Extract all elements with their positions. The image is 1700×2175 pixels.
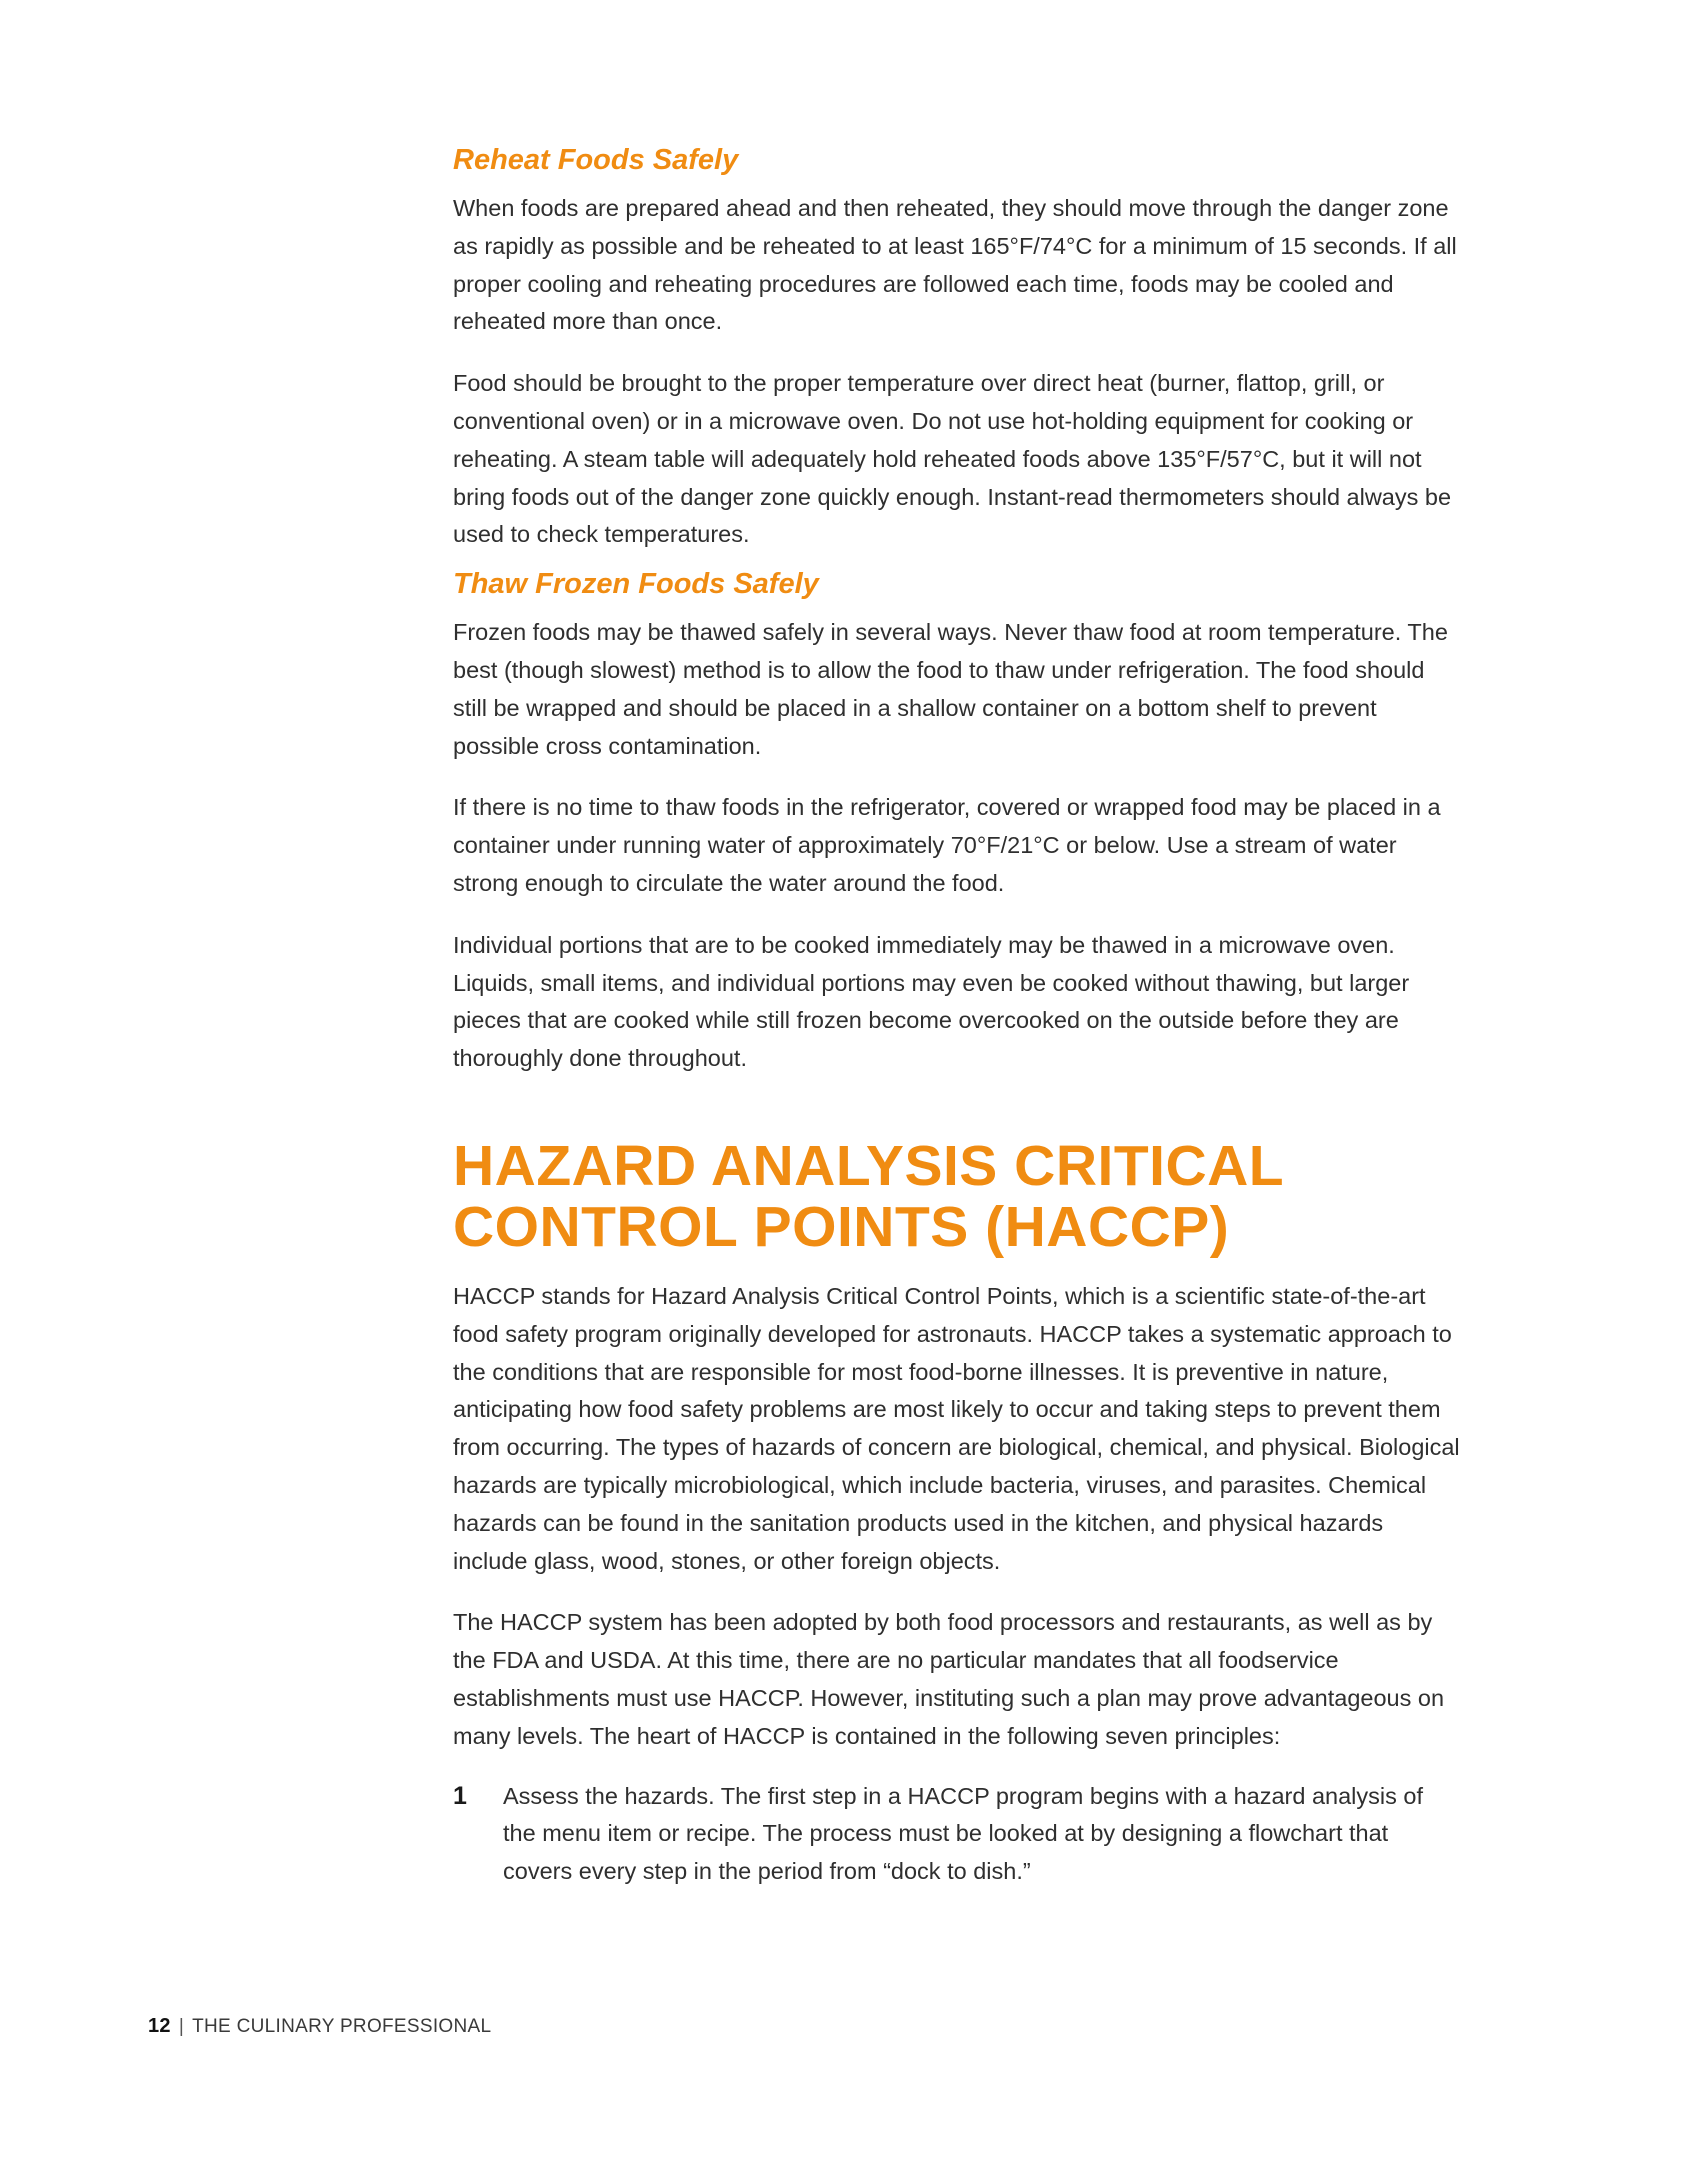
list-item-number: 1 — [453, 1781, 467, 1810]
book-title: THE CULINARY PROFESSIONAL — [192, 2016, 492, 2037]
section-title-haccp — [453, 1133, 1460, 1259]
paragraph: Food should be brought to the proper temperature over direct heat (burner, flattop, grill, or conventional oven) or in a microwave oven. Do not use hot-holding equipment for cooking or reheating. A steam table will adequately hold reheated foods above 135°F/57°C, but it will not bring foods out of the danger zone quickly enough. Instant-read thermometers should always be used to check temperatures. — [453, 370, 1452, 548]
section-title-line-2: CONTROL POINTS (HACCP) — [453, 1194, 1230, 1259]
section-title-line-1: HAZARD ANALYSIS CRITICAL — [453, 1133, 1285, 1198]
list-item-text: Assess the hazards. The first step in a HACCP program begins with a hazard analysis of the menu item or recipe. The process must be looked at by designing a flowchart that covers every step in the period from “dock to dish.” — [503, 1782, 1423, 1885]
paragraph: When foods are prepared ahead and then reheated, they should move through the danger zone as rapidly as possible and be reheated to at least 165°F/74°C for a minimum of 15 seconds. If all proper cooling and reheating procedures are followed each time, foods may be cooled and reheated more than once. — [453, 195, 1457, 335]
paragraph: The HACCP system has been adopted by both food processors and restaurants, as well as by the FDA and USDA. At this time, there are no particular mandates that all foodservice establishments must use HACCP. However, instituting such a plan may prove advantageous on many levels. The heart of HACCP is contained in the following seven principles: — [453, 1609, 1445, 1749]
page-number: 12 — [148, 2015, 171, 2037]
subheading-reheat: Reheat Foods Safely — [453, 144, 739, 176]
subheading-thaw: Thaw Frozen Foods Safely — [453, 568, 819, 601]
main-text-column — [453, 138, 1460, 1891]
paragraph: HACCP stands for Hazard Analysis Critical Control Points, which is a scientific state-of-the-art food safety program originally developed for astronauts. HACCP takes a systematic approach to the conditions that are responsible for most food-borne illnesses. It is preventive in nature, anticipating how food safety problems are most likely to occur and taking steps to prevent them from occurring. The types of hazards of concern are biological, chemical, and physical. Biological hazards are typically microbiological, which include bacteria, viruses, and parasites. Chemical hazards can be found in the sanitation products used in the kitchen, and physical hazards include glass, wood, stones, or other foreign objects. — [453, 1282, 1460, 1574]
paragraph: Frozen foods may be thawed safely in several ways. Never thaw food at room temperature. The best (though slowest) method is to allow the food to thaw under refrigeration. The food should still be wrapped and should be placed in a shallow container on a bottom shelf to prevent possible cross contamination. — [453, 619, 1448, 759]
footer-separator: | — [178, 2016, 185, 2037]
page-footer — [148, 2015, 491, 2038]
numbered-list-item — [453, 1778, 1460, 1891]
paragraph: If there is no time to thaw foods in the refrigerator, covered or wrapped food may be placed in a container under running water of approximately 70°F/21°C or below. Use a stream of water strong enough to circulate the water around the food. — [453, 794, 1441, 896]
paragraph: Individual portions that are to be cooked immediately may be thawed in a microwave oven. Liquids, small items, and individual portions may even be cooked without thawing, but larger pieces that are cooked while still frozen become overcooked on the outside before they are thoroughly done throughout. — [453, 931, 1410, 1072]
